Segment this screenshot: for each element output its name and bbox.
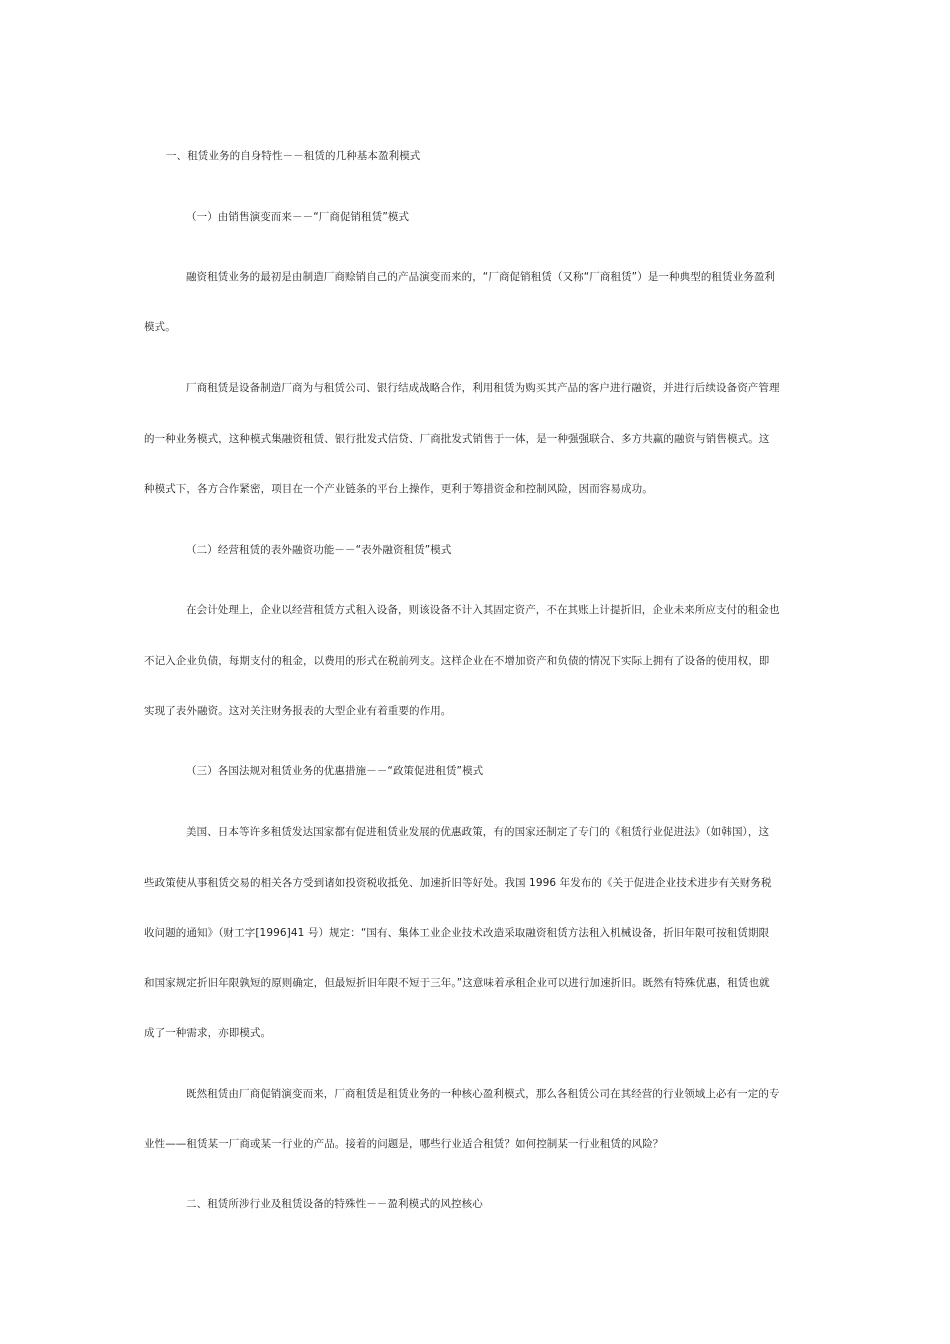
paragraph-line: 既然租赁由厂商促销演变而来，厂商租赁是租赁业务的一种核心盈利模式，那么各租赁公司在其经营的行业领域上必有一定的专 — [186, 1088, 780, 1100]
section-heading-2: 二、租赁所涉行业及租赁设备的特殊性－－盈利模式的风控核心 — [186, 1198, 483, 1210]
paragraph-line: 在会计处理上，企业以经营租赁方式租入设备，则该设备不计入其固定资产，不在其账上计提折旧，企业未来所应支付的租金也 — [186, 604, 780, 616]
subsection-title-1: （一）由销售演变而来－－“厂商促销租赁”模式 — [186, 211, 410, 223]
paragraph-line: 业性——租赁某一厂商或某一行业的产品。接着的问题是，哪些行业适合租赁？如何控制某一行业租赁的风险？ — [144, 1138, 664, 1150]
paragraph-line: 种模式下，各方合作紧密，项目在一个产业链条的平台上操作，更利于筹措资金和控制风险，因而容易成功。 — [144, 483, 653, 495]
paragraph-line: 些政策使从事租赁交易的相关各方受到诸如投资税收抵免、加速折旧等好处。我国 1996 年发布的《关于促进企业技术进步有关财务税 — [144, 877, 772, 889]
paragraph-line: 和国家规定折旧年限孰短的原则确定，但最短折旧年限不短于三年。”这意味着承租企业可以进行加速折旧。既然有特殊优惠，租赁也就 — [144, 977, 770, 989]
paragraph-line: 成了一种需求，亦即模式。 — [144, 1027, 272, 1039]
subsection-title-2: （二）经营租赁的表外融资功能－－“表外融资租赁”模式 — [186, 544, 452, 556]
paragraph-line: 的一种业务模式，这种模式集融资租赁、银行批发式信贷、厂商批发式销售于一体，是一种强强联合、多方共赢的融资与销售模式。这 — [144, 433, 770, 445]
paragraph-line: 收问题的通知》（财工字[1996]41 号）规定：“国有、集体工业企业技术改造采取融资租赁方法租入机械设备，折旧年限可按租赁期限 — [144, 927, 770, 939]
paragraph-line: 厂商租赁是设备制造厂商为与租赁公司、银行结成战略合作，利用租赁为购买其产品的客户进行融资，并进行后续设备资产管理 — [186, 382, 780, 394]
paragraph-line: 融资租赁业务的最初是由制造厂商赊销自己的产品演变而来的，“厂商促销租赁（又称“厂商租赁”）是一种典型的租赁业务盈利 — [186, 271, 776, 283]
paragraph-line: 不记入企业负债，每期支付的租金，以费用的形式在税前列支。这样企业在不增加资产和负债的情况下实际上拥有了设备的使用权，即 — [144, 655, 770, 667]
subsection-title-3: （三）各国法规对租赁业务的优惠措施－－“政策促进租赁”模式 — [186, 765, 484, 777]
paragraph-line: 实现了表外融资。这对关注财务报表的大型企业有着重要的作用。 — [144, 705, 452, 717]
section-heading-1: 一、租赁业务的自身特性－－租赁的几种基本盈利模式 — [166, 150, 421, 162]
paragraph-line: 模式。 — [144, 321, 176, 333]
paragraph-line: 美国、日本等许多租赁发达国家都有促进租赁业发展的优惠政策，有的国家还制定了专门的《租赁行业促进法》（如韩国），这 — [186, 826, 770, 838]
